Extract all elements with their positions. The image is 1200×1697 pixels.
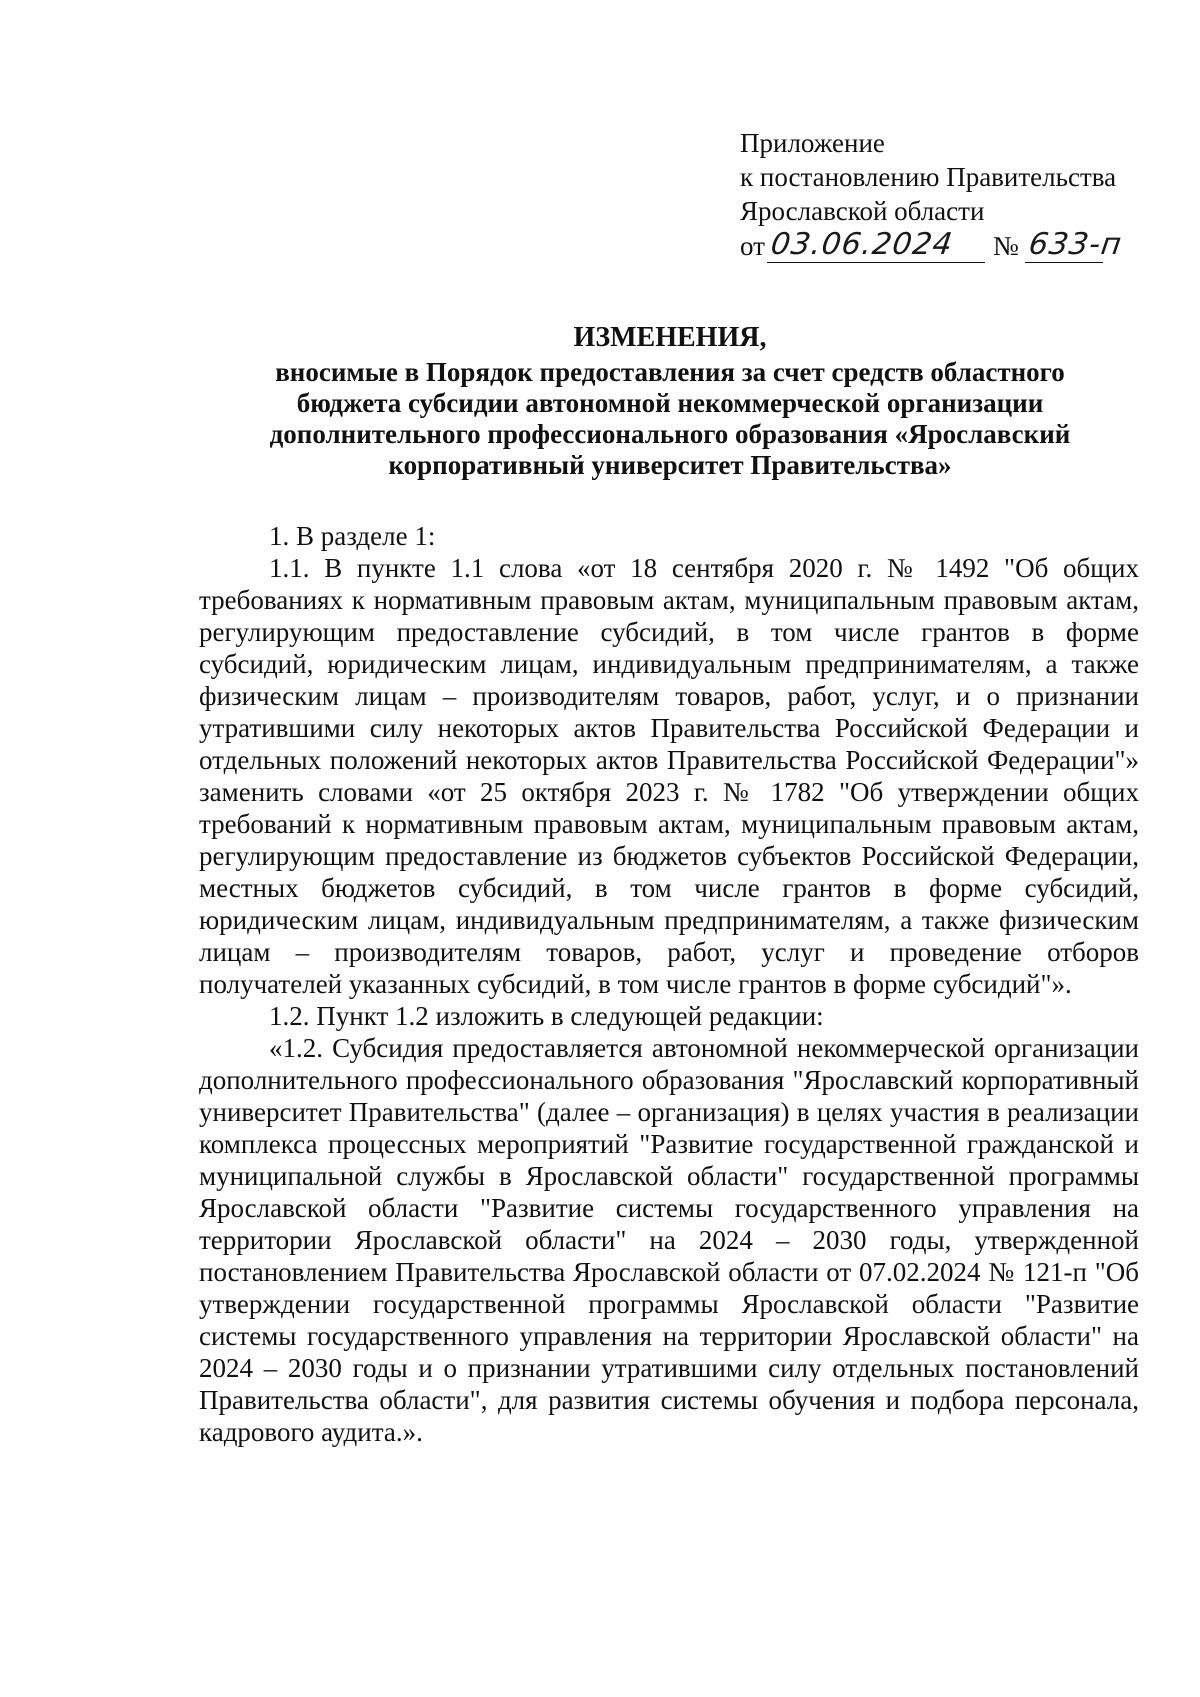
date-blank (767, 228, 985, 263)
handwritten-number: 633-п (1026, 227, 1124, 262)
title-line-4: корпоративный университет Правительства» (388, 450, 952, 480)
appendix-header (740, 126, 1124, 263)
document-title (200, 322, 1140, 481)
title-line-1: вносимые в Порядок предоставления за счет средств областного (275, 357, 1065, 387)
document-body (199, 520, 1139, 1448)
paragraph-1-2-new-text: «1.2. Субсидия предоставляется автономной некоммерческой организации дополнительного профессионального образования "Ярославский корпоративный университет Правительства" (далее – организация) в целях участия в реализации комплекса процессных мероприятий "Развитие государственной гражданской и муниципальной службы в Ярославской области" государственной программы Ярославской области "Развитие системы государственного управления на территории Ярославской области" на 2024 – 2030 годы, утвержденной постановлением Правительства Ярославской области от 07.02.2024 № 121-п "Об утверждении государственной программы Ярославской области "Развитие системы государственного управления на территории Ярославской области" на 2024 – 2030 годы и о признании утратившими силу отдельных постановлений Правительства области", для развития системы обучения и подбора персонала, кадрового аудита.». (199, 1033, 1139, 1447)
appendix-date-number-row (740, 227, 1124, 263)
title-line-2: бюджета субсидии автономной некоммерческой организации (296, 388, 1044, 418)
title-heading: ИЗМЕНЕНИЯ, (573, 322, 767, 353)
appendix-label: Приложение (740, 128, 885, 158)
number-blank (1025, 227, 1124, 263)
number-sign: № (992, 231, 1019, 261)
date-prefix: от (740, 231, 765, 261)
handwritten-date: 03.06.2024 (768, 227, 956, 262)
paragraph-1-2: 1.2. Пункт 1.2 изложить в следующей редакции: (269, 1001, 824, 1031)
paragraph-1-1: 1.1. В пункте 1.1 слова «от 18 сентября 2020 г. № 1492 "Об общих требованиях к нормативным правовым актам, муниципальным правовым актам, регулирующим предоставление субсидий, в том числе грантов в форме субсидий, юридическим лицам, индивидуальным предпринимателям, а также физическим лицам – производителям товаров, работ, услуг, и о признании утратившими силу некоторых актов Правительства Российской Федерации и отдельных положений некоторых актов Правительства Российской Федерации"» заменить словами «от 25 октября 2023 г. № 1782 "Об утверждении общих требований к нормативным правовым актам, муниципальным правовым актам, регулирующим предоставление из бюджетов субъектов Российской Федерации, местных бюджетов субсидий, в том числе грантов в форме субсидий, юридическим лицам, индивидуальным предпринимателям, а также физическим лицам – производителям товаров, работ, услуг и проведение отборов получателей указанных субсидий, в том числе грантов в форме субсидий"». (199, 553, 1139, 999)
title-line-3: дополнительного профессионального образования «Ярославский (269, 419, 1071, 449)
appendix-region: Ярославской области (740, 196, 985, 226)
appendix-resolution-ref: к постановлению Правительства (740, 162, 1117, 192)
paragraph-section-1: 1. В разделе 1: (269, 521, 436, 551)
